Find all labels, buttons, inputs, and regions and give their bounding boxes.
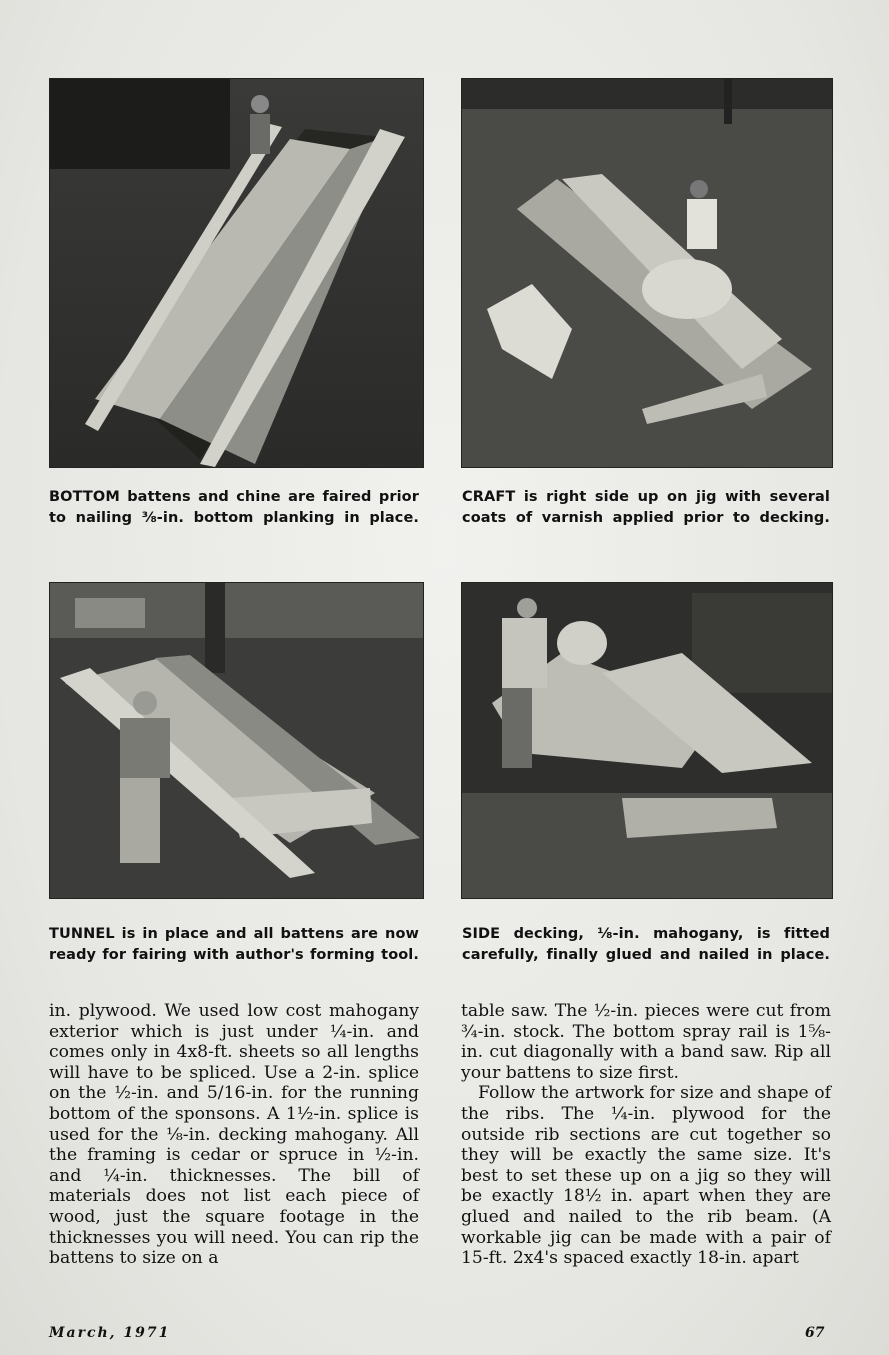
- caption-text: is right side up on jig with several coats of varnish applied prior to decking.: [462, 489, 830, 526]
- caption-lead: SIDE: [462, 926, 501, 942]
- caption-side-decking: [462, 924, 830, 966]
- photo-side-decking: [461, 582, 833, 899]
- body-column-right: [461, 1001, 831, 1269]
- body-paragraph: table saw. The ½-in. pieces were cut from ¾-in. stock. The bottom spray rail is 1⅝-in. cut diagonally with a band saw. Rip all your battens to size first.: [461, 1001, 831, 1083]
- photo-tunnel: [49, 582, 424, 899]
- caption-text: decking, ⅛-in. mahogany, is fitted carefully, finally glued and nailed in place.: [462, 926, 830, 963]
- body-column-left: [49, 1001, 419, 1269]
- caption-text: battens and chine are faired prior to nailing ⅜-in. bottom planking in place.: [49, 489, 419, 526]
- photo-bottom-battens: [49, 78, 424, 468]
- caption-craft-on-jig: [462, 487, 830, 529]
- caption-tunnel: [49, 924, 419, 966]
- body-paragraph: Follow the artwork for size and shape of the ribs. The ¼-in. plywood for the outside rib sections are cut together so they will be exactly the same size. It's best to set these up on a jig so they will be exactly 18½ in. apart when they are glued and nailed to the rib beam. (A workable jig can be made with a pair of 15-ft. 2x4's spaced exactly 18-in. apart: [461, 1083, 831, 1269]
- caption-lead: CRAFT: [462, 489, 516, 505]
- photo-craft-on-jig: [461, 78, 833, 468]
- caption-lead: BOTTOM: [49, 489, 120, 505]
- caption-text: is in place and all battens are now ready for fairing with author's forming tool.: [49, 926, 419, 963]
- body-paragraph: in. plywood. We used low cost mahogany exterior which is just under ¼-in. and comes only in 4x8-ft. sheets so all lengths will have to be spliced. Use a 2-in. splice on the ½-in. and 5/16-in. for the running bottom of the sponsons. A 1½-in. splice is used for the ⅛-in. decking mahogany. All the framing is cedar or spruce in ½-in. and ¼-in. thicknesses. The bill of materials does not list each piece of wood, just the square footage in the thicknesses you will need. You can rip the battens to size on a: [49, 1001, 419, 1269]
- footer-page-number: 67: [805, 1325, 825, 1341]
- caption-lead: TUNNEL: [49, 926, 115, 942]
- footer-issue: March, 1971: [49, 1325, 171, 1341]
- caption-bottom-battens: [49, 487, 419, 529]
